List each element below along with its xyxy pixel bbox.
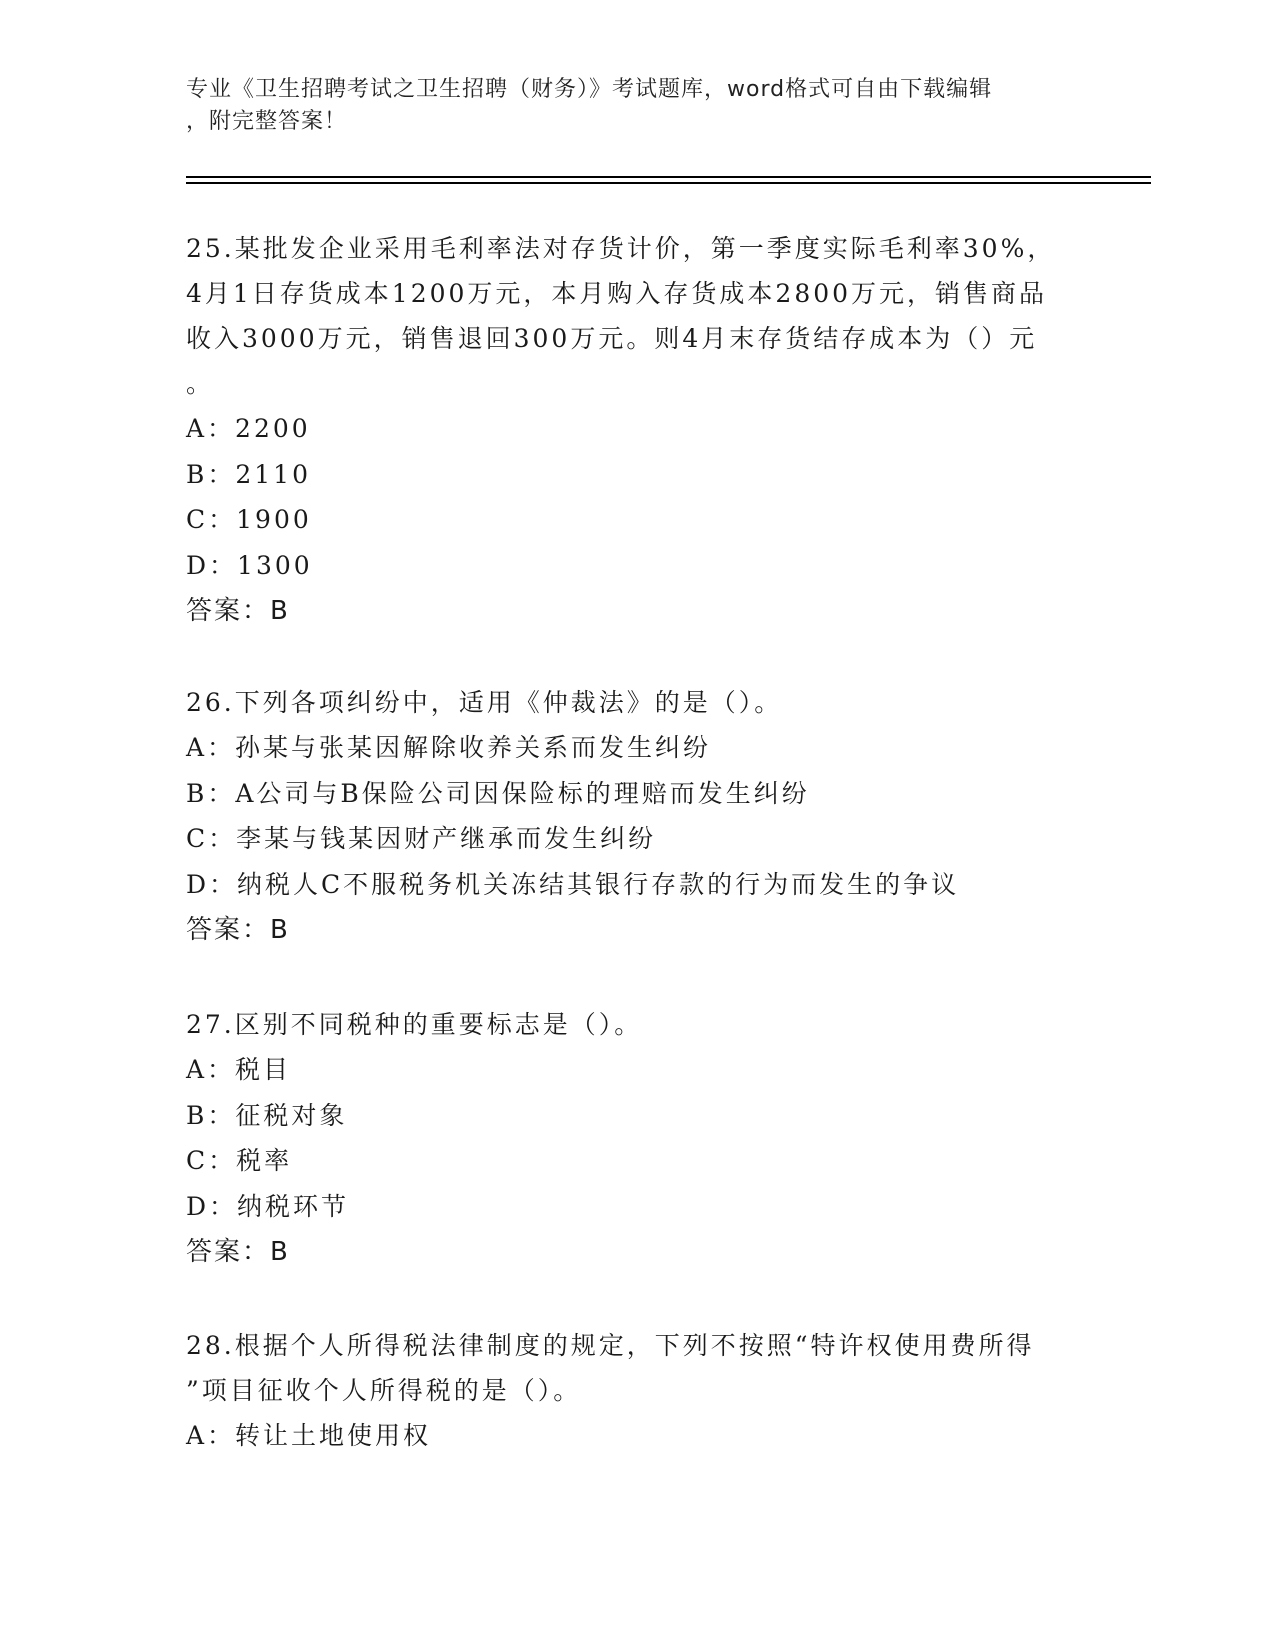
header-divider-top [186,176,1151,178]
stem-line: ”项目征收个人所得税的是（）。 [186,1376,582,1405]
question-27 [186,1002,1086,1275]
answer-line: 答案：B [186,1237,290,1267]
header-divider-bottom [186,182,1151,184]
document-header [186,74,1066,138]
answer-line: 答案：B [186,915,290,945]
option-d: D：纳税人C不服税务机关冻结其银行存款的行为而发生的争议 [186,869,960,899]
stem-line: 26.下列各项纠纷中，适用《仲裁法》的是（）。 [186,688,783,717]
option-d: D：1300 [186,550,313,580]
option-c: C：税率 [186,1146,293,1175]
question-25 [186,226,1086,634]
question-26 [186,680,1086,953]
header-line-2: ，附完整答案！ [186,109,348,134]
option-c: C：李某与钱某因财产继承而发生纠纷 [186,824,657,853]
stem-line: 27.区别不同税种的重要标志是（）。 [186,1010,643,1039]
option-a: A：税目 [186,1055,292,1084]
option-a: A：转让土地使用权 [186,1421,432,1450]
option-b: B：A公司与B保险公司因保险标的理赔而发生纠纷 [186,778,810,808]
header-line-1: 专业《卫生招聘考试之卫生招聘（财务）》考试题库，word格式可自由下载编辑 [186,77,993,102]
option-d: D：纳税环节 [186,1191,350,1221]
option-b: B：征税对象 [186,1100,348,1130]
stem-line: 25.某批发企业采用毛利率法对存货计价，第一季度实际毛利率30%， [186,234,1056,263]
option-a: A：2200 [186,414,311,443]
answer-line: 答案：B [186,596,290,626]
stem-line: 4月1日存货成本1200万元，本月购入存货成本2800万元，销售商品 [186,279,1048,308]
option-b: B：2110 [186,459,311,489]
stem-line: 。 [186,369,215,398]
question-stem [186,226,1086,406]
question-stem [186,680,1086,725]
option-a: A：孙某与张某因解除收养关系而发生纠纷 [186,733,712,762]
question-28 [186,1323,1086,1459]
question-stem [186,1002,1086,1047]
stem-line: 收入3000万元，销售退回300万元。则4月末存货结存成本为（）元 [186,324,1038,353]
option-c: C：1900 [186,505,312,534]
stem-line: 28.根据个人所得税法律制度的规定，下列不按照“特许权使用费所得 [186,1331,1035,1360]
question-stem [186,1323,1086,1413]
